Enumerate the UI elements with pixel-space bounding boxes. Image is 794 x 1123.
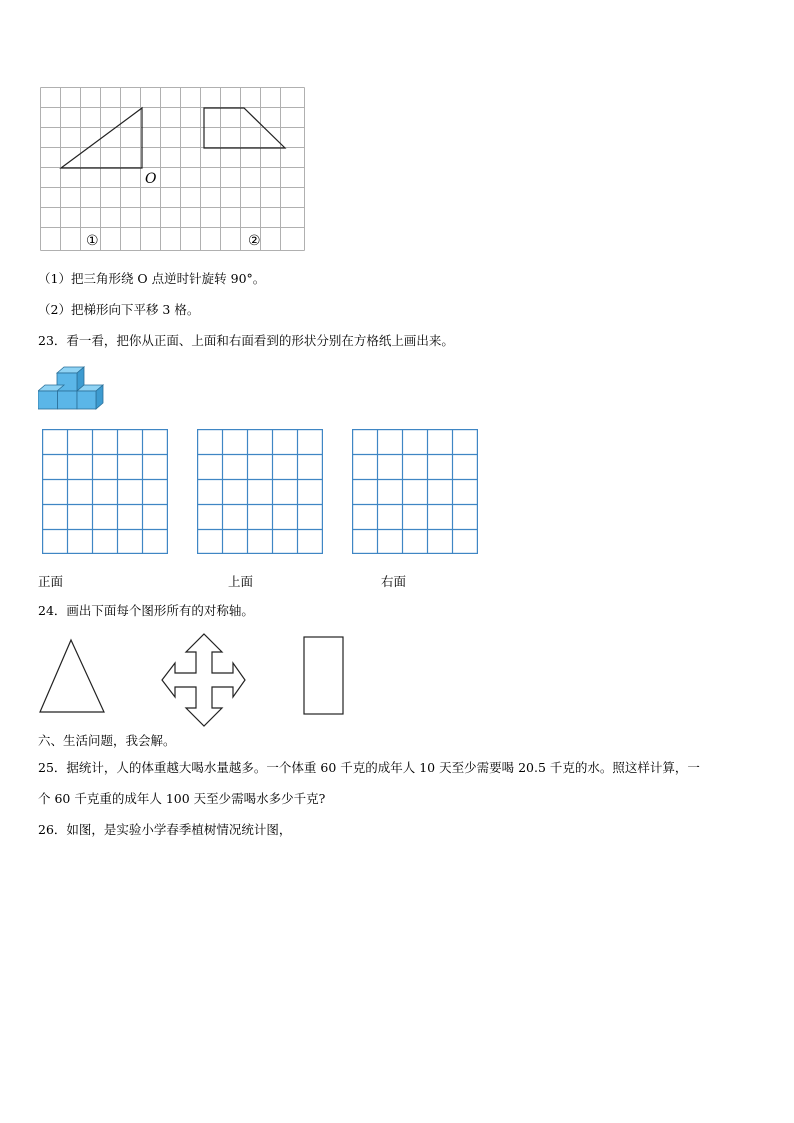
triangle-shape xyxy=(61,108,142,168)
rectangle-symmetry-shape[interactable] xyxy=(304,637,343,714)
grid-front-view[interactable] xyxy=(42,429,169,555)
cube-stack-figure xyxy=(38,365,106,411)
symmetry-shapes xyxy=(38,632,348,728)
q26-text: 26．如图，是实验小学春季植树情况统计图， xyxy=(38,822,292,837)
shape2-label: ② xyxy=(248,233,261,249)
grid-lines xyxy=(41,88,305,251)
rotation-grid-svg xyxy=(40,87,308,255)
q25-line2: 个 60 千克重的成年人 100 天至少需喝水多少千克? xyxy=(38,791,326,806)
q22-part2: （2）把梯形向下平移 3 格。 xyxy=(38,302,200,317)
grid-top-view[interactable] xyxy=(197,429,324,555)
point-o-label: O xyxy=(145,171,157,187)
triangle-symmetry-shape[interactable] xyxy=(40,640,104,712)
q23-text: 23．看一看，把你从正面、上面和右面看到的形状分别在方格纸上画出来。 xyxy=(38,333,454,348)
section6-title: 六、生活问题，我会解。 xyxy=(38,733,176,748)
q25-line1: 25．据统计，人的体重越大喝水量越多。一个体重 60 千克的成年人 10 天至少需要喝 20.5 千克的水。照这样计算，一 xyxy=(38,760,700,775)
cube-stack-svg xyxy=(38,365,106,411)
rotation-grid-figure xyxy=(40,87,308,255)
q24-text: 24．画出下面每个图形所有的对称轴。 xyxy=(38,603,254,618)
label-front: 正面 xyxy=(38,574,64,589)
grid-right-view[interactable] xyxy=(352,429,479,555)
four-arrow-symmetry-shape[interactable] xyxy=(162,634,245,726)
q22-part1: （1）把三角形绕 O 点逆时针旋转 90°。 xyxy=(38,271,266,286)
label-top: 上面 xyxy=(228,574,254,589)
label-right: 右面 xyxy=(381,574,407,589)
shape1-label: ① xyxy=(86,233,99,249)
